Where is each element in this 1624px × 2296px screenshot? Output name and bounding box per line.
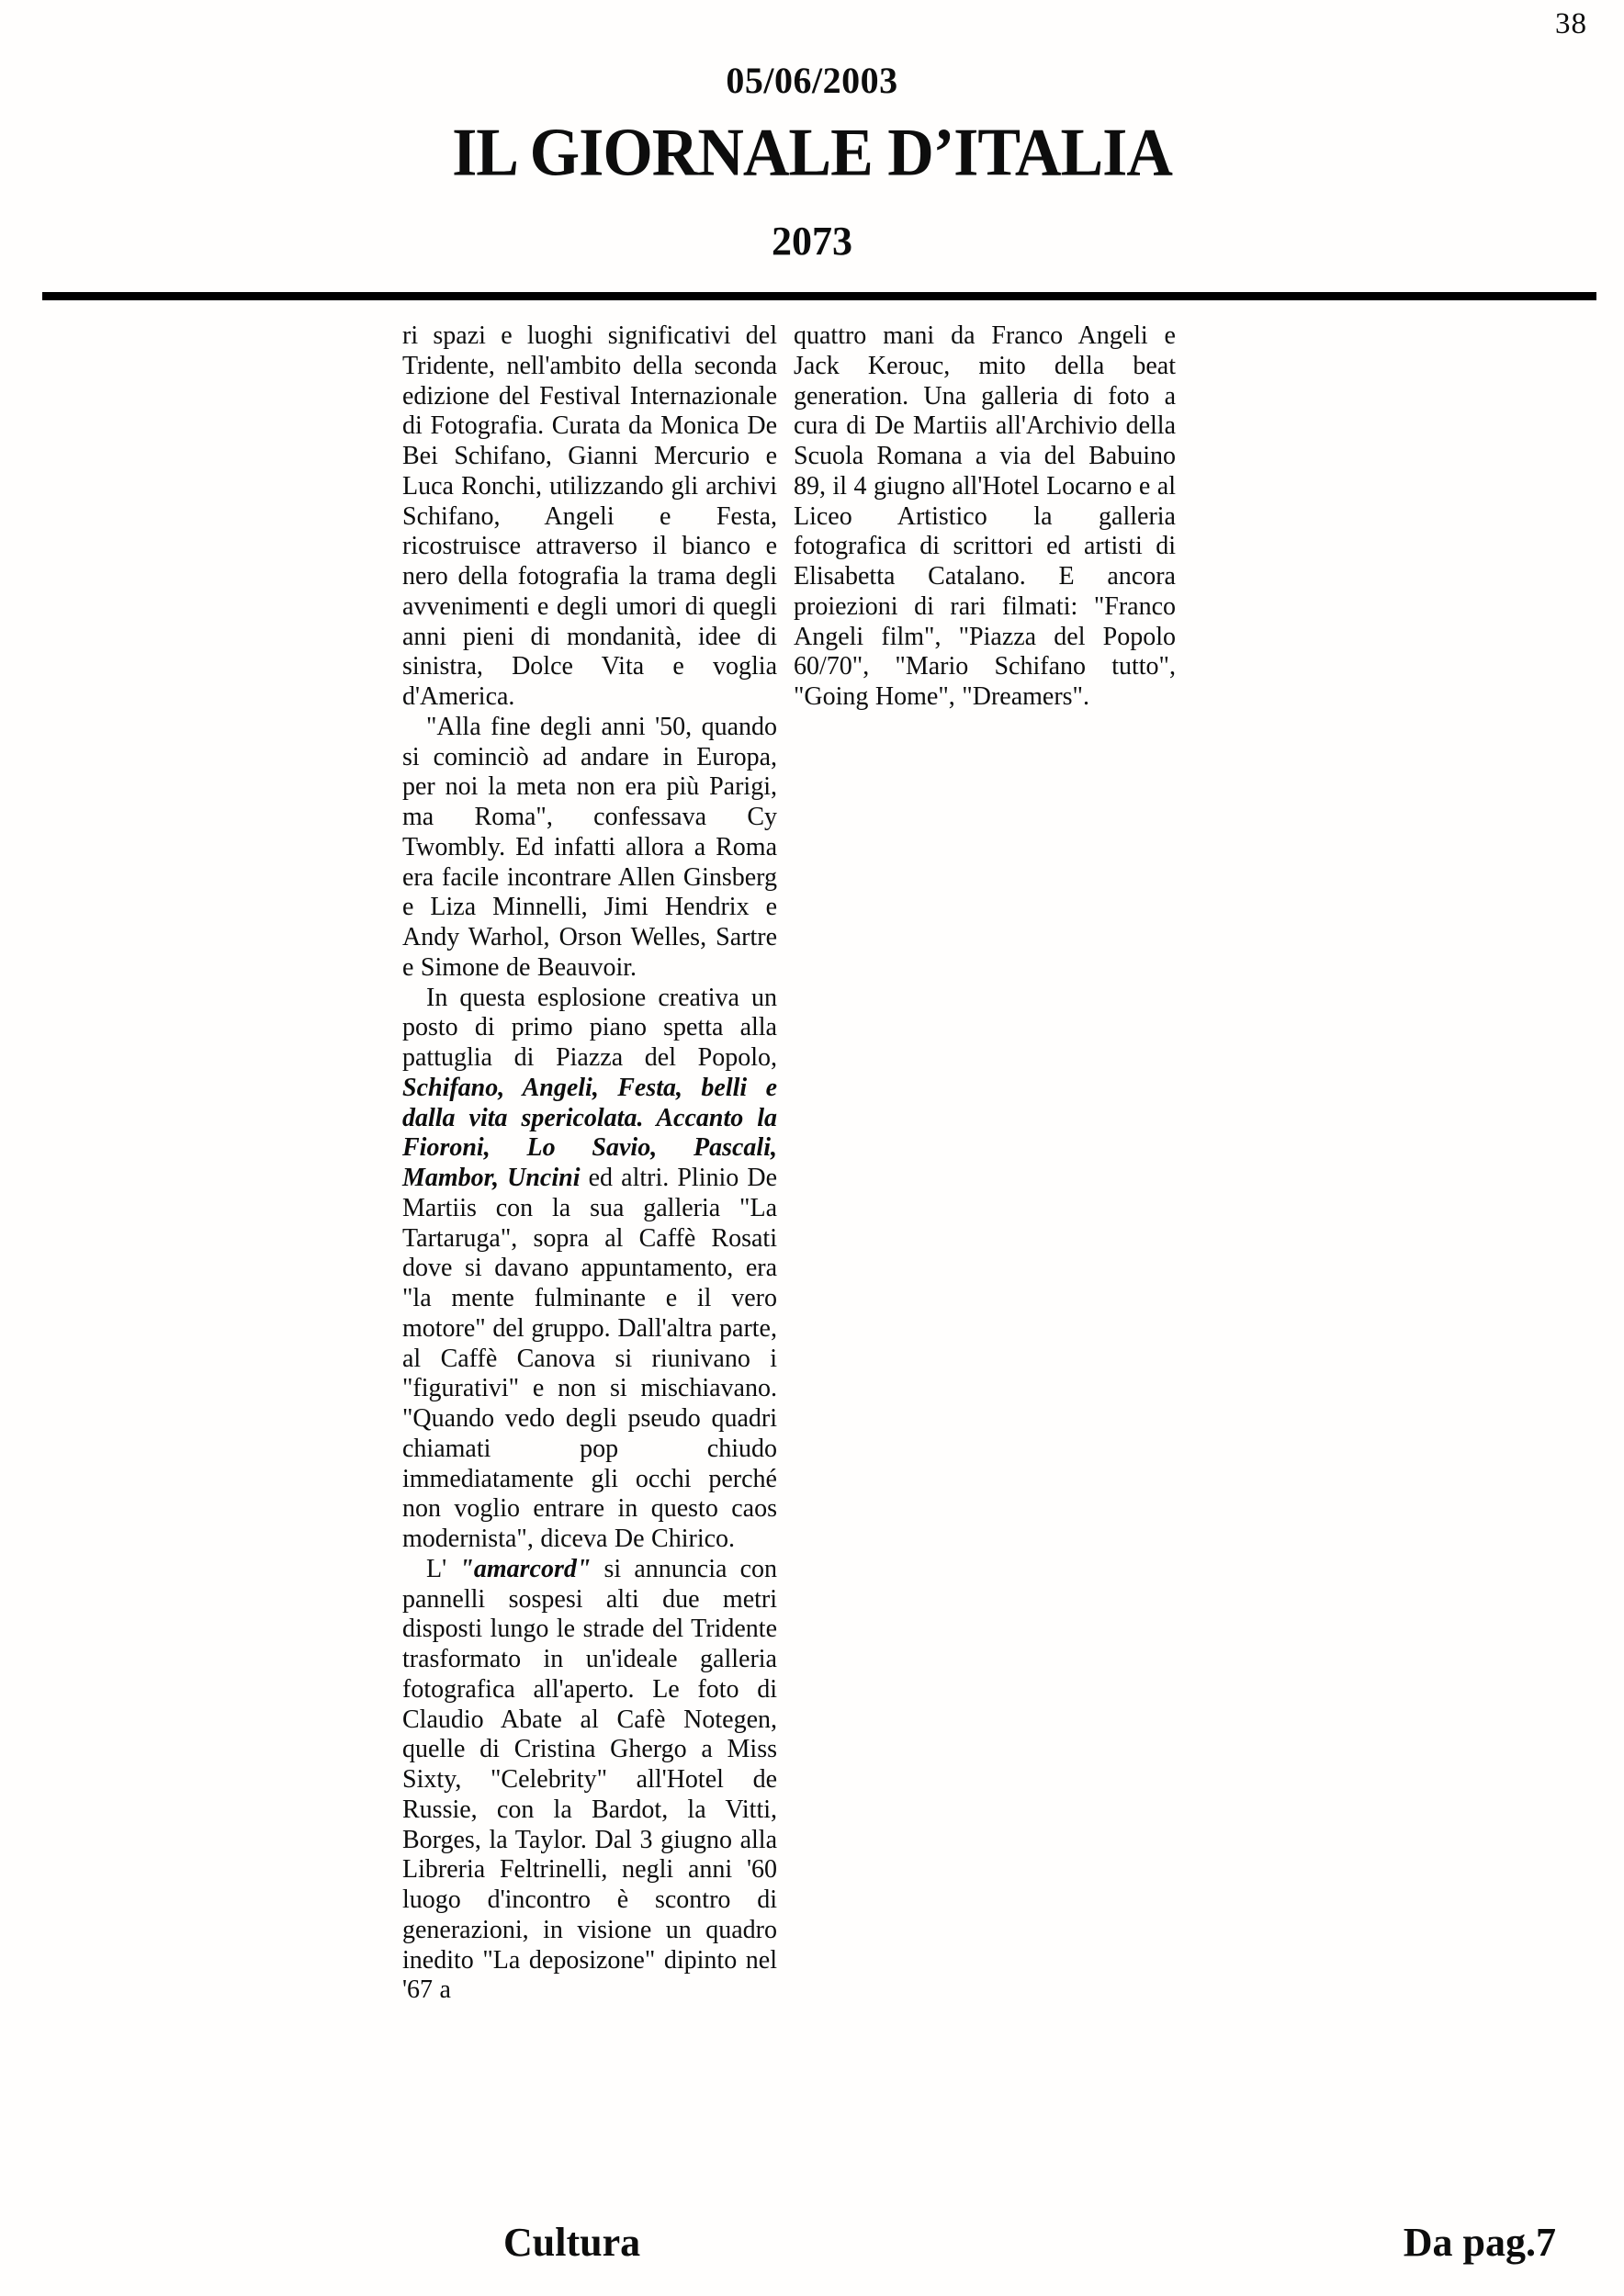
emphasized-text-run: "amarcord": [459, 1554, 592, 1583]
footer-section-label: Cultura: [503, 2220, 641, 2265]
header-rule: [42, 292, 1596, 300]
text-run: si annuncia con pannelli sospesi alti due metri disposti lungo le strade del Tridente trasformato in un'ideale galleria fotografica all'aperto. Le foto di Claudio Abate al Cafè Notegen, quelle di Cristina Ghergo a Miss Sixty, "Celebrity" all'Hotel de Russie, con la Bardot, la Vitti, Borges, la Taylor. Dal 3 giugno alla Libreria Feltrinelli, negli anni '60 luogo d'incontro è scontro di generazioni, in visione un quadro inedito "La deposizone" dipinto nel '67 a: [402, 1554, 777, 2005]
paragraph: [794, 321, 1176, 713]
masthead-block: [0, 59, 1624, 264]
paragraph: [402, 984, 777, 1555]
page-number: 38: [1555, 7, 1587, 40]
text-run: "Alla fine degli anni '50, quando si cominciò ad andare in Europa, per noi la meta non era più Parigi, ma Roma", confessava Cy Twombly. Ed infatti allora a Roma era facile incontrare Allen Ginsberg e Liza Minnelli, Jimi Hendrix e Andy Warhol, Orson Welles, Sartre e Simone de Beauvoir.: [402, 712, 777, 982]
paragraph: [402, 713, 777, 984]
text-run: quattro mani da Franco Angeli e Jack Kerouc, mito della beat generation. Una galleria di foto a cura di De Martiis all'Archivio della Scuola Romana a via del Babuino 89, il 4 giugno all'Hotel Locarno e al Liceo Artistico la galleria fotografica di scrittori ed artisti di Elisabetta Catalano. E ancora proiezioni di rari filmati: "Franco Angeli film", "Piazza del Popolo 60/70", "Mario Schifano tutto", "Going Home", "Dreamers".: [794, 321, 1176, 711]
text-run: ri spazi e luoghi significativi del Tridente, nell'ambito della seconda edizione del Festival Internazionale di Fotografia. Curata da Monica De Bei Schifano, Gianni Mercurio e Luca Ronchi, utilizzando gli archivi Schifano, Angeli e Festa, ricostruisce attraverso il bianco e nero della fotografia la trama degli avvenimenti e degli umori di quegli anni pieni di mondanità, idee di sinistra, Dolce Vita e voglia d'America.: [402, 321, 777, 711]
text-run: L': [426, 1554, 460, 1583]
article-column-right: [794, 321, 1176, 713]
text-run: In questa esplosione creativa un posto di primo piano spetta alla pattuglia di Piazza del Popolo,: [402, 983, 777, 1072]
article-body: [402, 321, 1176, 2006]
paragraph: [402, 321, 777, 713]
paragraph: [402, 1555, 777, 2006]
text-run: ed altri. Plinio De Martiis con la sua galleria "La Tartaruga", sopra al Caffè Rosati dove si davano appuntamento, era "la mente fulminante e il vero motore" del gruppo. Dall'altra parte, al Caffè Canova si riunivano i "figurativi" e non si mischiavano. "Quando vedo degli pseudo quadri chiamati pop chiudo immediatamente gli occhi perché non voglio entrare in questo caos modernista", diceva De Chirico.: [402, 1164, 778, 1553]
masthead-title: IL GIORNALE D’ITALIA: [452, 115, 1172, 191]
issue-number: 2073: [772, 219, 852, 264]
footer-page-ref: Da pag.7: [1403, 2220, 1556, 2265]
emphasized-text-run: Schifano, Angeli, Festa, belli e dalla vita spericolata. Accanto la Fioroni, Lo Savio, Pascali, Mambor, Uncini: [402, 1073, 777, 1192]
article-column-left: [402, 321, 777, 2006]
publication-date: 05/06/2003: [726, 60, 898, 101]
